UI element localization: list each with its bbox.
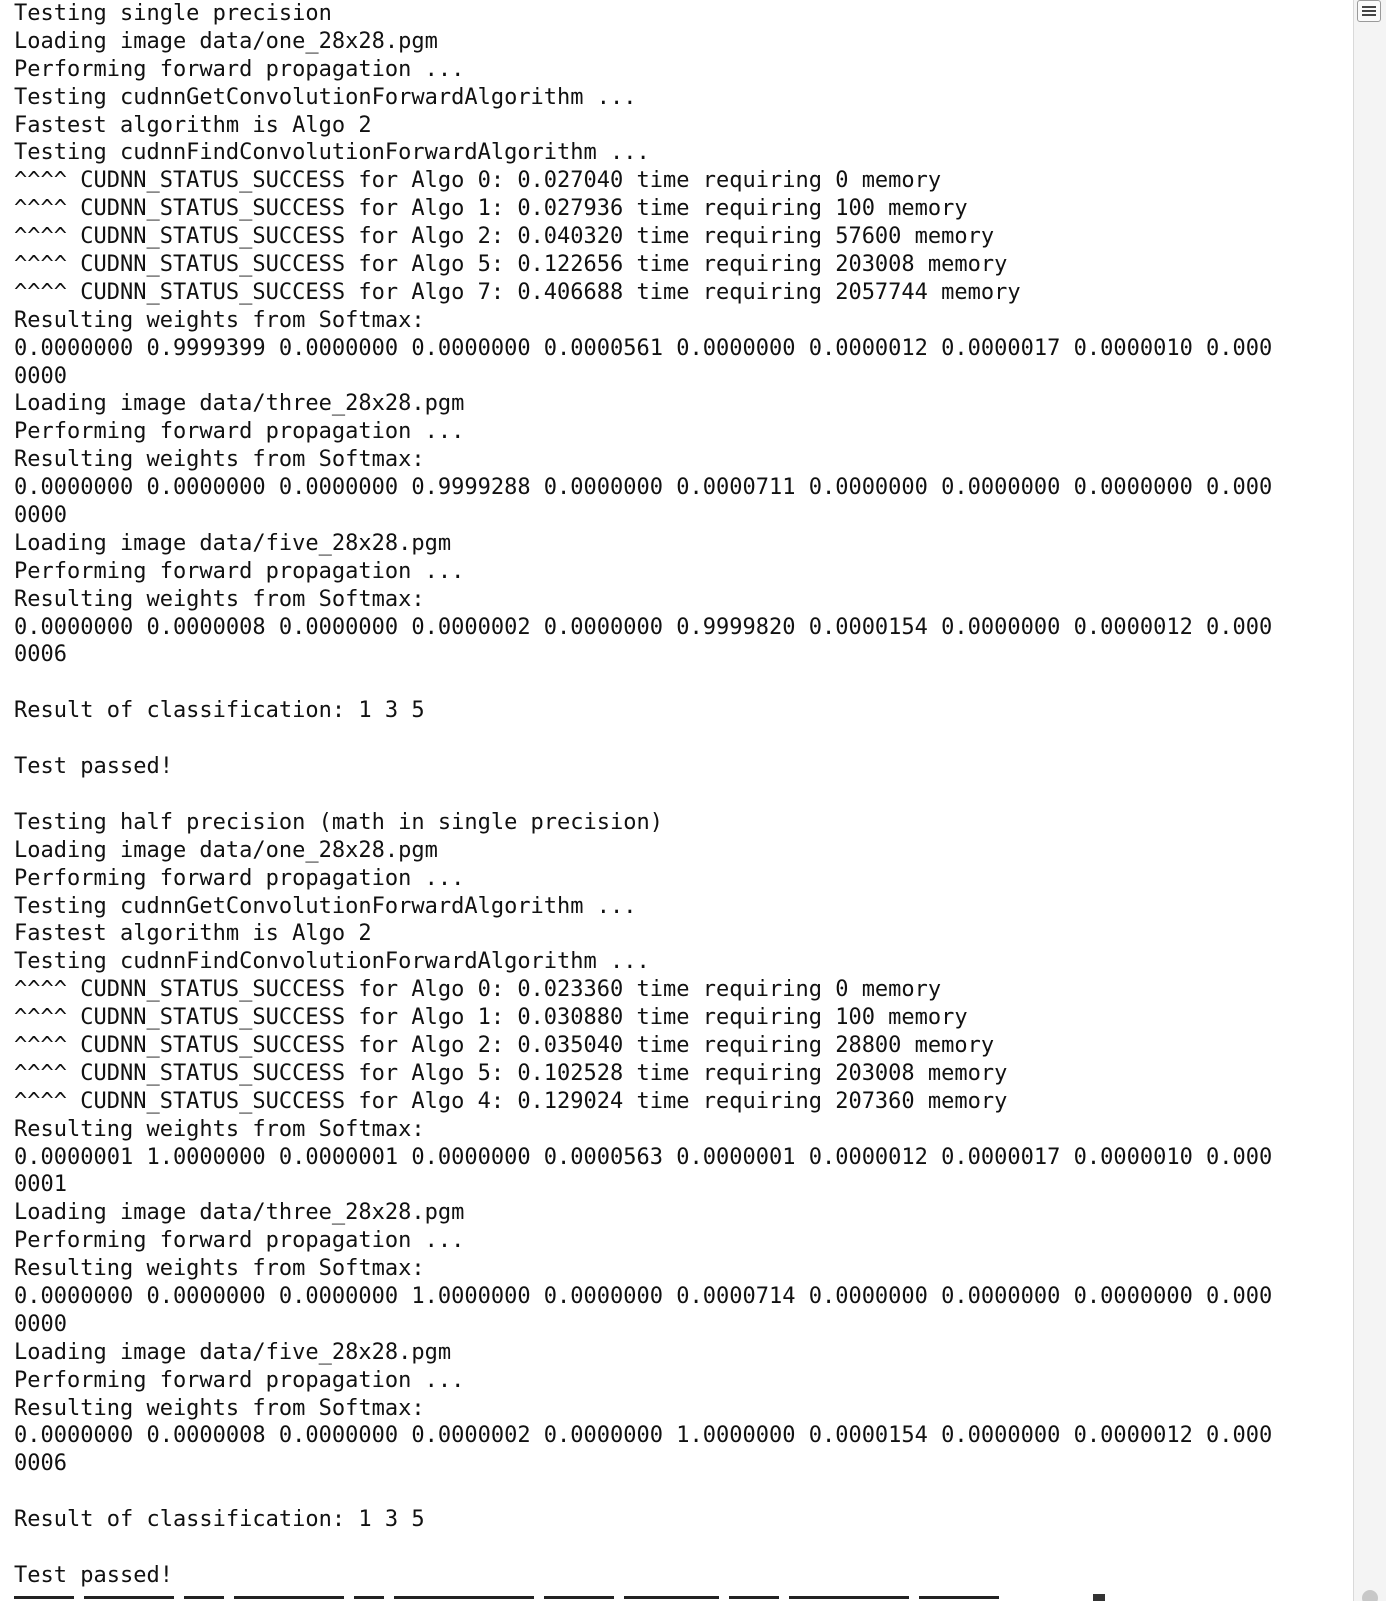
terminal-line: Result of classification: 1 3 5 — [14, 698, 425, 724]
terminal-line: 0.0000000 0.0000000 0.0000000 1.0000000 0.0000000 0.0000714 0.0000000 0.0000000 0.0000000 0.000 — [14, 1283, 1273, 1309]
terminal-line — [14, 1478, 1354, 1506]
terminal-line: 0.0000001 1.0000000 0.0000001 0.0000000 0.0000563 0.0000001 0.0000012 0.0000017 0.0000010 0.000 — [14, 1144, 1273, 1170]
terminal-line: 0006 — [14, 1451, 67, 1477]
terminal-line: Fastest algorithm is Algo 2 — [14, 112, 372, 138]
terminal-line: 0.0000000 0.9999399 0.0000000 0.0000000 0.0000561 0.0000000 0.0000012 0.0000017 0.0000010 0.000 — [14, 335, 1273, 361]
terminal-line: Loading image data/three_28x28.pgm — [14, 391, 465, 417]
terminal-line: 0006 — [14, 642, 67, 668]
terminal-line: ^^^^ CUDNN_STATUS_SUCCESS for Algo 1: 0.030880 time requiring 100 memory — [14, 1005, 968, 1031]
terminal-line: Performing forward propagation ... — [14, 865, 465, 891]
terminal-line: Loading image data/five_28x28.pgm — [14, 1339, 452, 1365]
terminal-line: 0.0000000 0.0000008 0.0000000 0.0000002 0.0000000 1.0000000 0.0000154 0.0000000 0.0000012 0.000 — [14, 1423, 1273, 1449]
terminal-line: Resulting weights from Softmax: — [14, 1256, 425, 1282]
terminal-line: ^^^^ CUDNN_STATUS_SUCCESS for Algo 2: 0.035040 time requiring 28800 memory — [14, 1032, 995, 1058]
terminal-line: ^^^^ CUDNN_STATUS_SUCCESS for Algo 7: 0.406688 time requiring 2057744 memory — [14, 279, 1021, 305]
terminal-line: ^^^^ CUDNN_STATUS_SUCCESS for Algo 2: 0.040320 time requiring 57600 memory — [14, 224, 995, 250]
terminal-line: ^^^^ CUDNN_STATUS_SUCCESS for Algo 1: 0.027936 time requiring 100 memory — [14, 196, 968, 222]
terminal-line: ^^^^ CUDNN_STATUS_SUCCESS for Algo 4: 0.129024 time requiring 207360 memory — [14, 1088, 1008, 1114]
terminal-line: Loading image data/one_28x28.pgm — [14, 28, 438, 54]
terminal-line: Resulting weights from Softmax: — [14, 1395, 425, 1421]
terminal-line: Test passed! — [14, 1562, 173, 1588]
terminal-line — [14, 781, 1354, 809]
terminal-line: ^^^^ CUDNN_STATUS_SUCCESS for Algo 0: 0.023360 time requiring 0 memory — [14, 977, 942, 1003]
terminal-line: ^^^^ CUDNN_STATUS_SUCCESS for Algo 0: 0.027040 time requiring 0 memory — [14, 168, 942, 194]
terminal-line: Loading image data/five_28x28.pgm — [14, 530, 452, 556]
terminal-line: 0.0000000 0.0000000 0.0000000 0.9999288 0.0000000 0.0000711 0.0000000 0.0000000 0.0000000 0.000 — [14, 475, 1273, 501]
terminal-line: Resulting weights from Softmax: — [14, 307, 425, 333]
partially-visible-line — [14, 1594, 1074, 1601]
terminal-line: Testing half precision (math in single precision) — [14, 809, 664, 835]
terminal-line — [14, 725, 1354, 753]
terminal-line: Testing single precision — [14, 1, 332, 26]
terminal-line: Testing cudnnGetConvolutionForwardAlgorithm ... — [14, 84, 637, 110]
terminal-line: Testing cudnnGetConvolutionForwardAlgorithm ... — [14, 893, 637, 919]
terminal-line: Performing forward propagation ... — [14, 558, 465, 584]
menu-icon[interactable] — [1357, 0, 1381, 22]
terminal-line: 0.0000000 0.0000008 0.0000000 0.0000002 0.0000000 0.9999820 0.0000154 0.0000000 0.0000012 0.000 — [14, 614, 1273, 640]
text-cursor — [1093, 1594, 1105, 1601]
scroll-thumb[interactable] — [1362, 1590, 1378, 1601]
terminal-line: Result of classification: 1 3 5 — [14, 1507, 425, 1533]
terminal-line — [14, 1534, 1354, 1562]
terminal-line: 0000 — [14, 1311, 67, 1337]
terminal-line: Performing forward propagation ... — [14, 1228, 465, 1254]
terminal-line: Performing forward propagation ... — [14, 56, 465, 82]
terminal-line: Resulting weights from Softmax: — [14, 586, 425, 612]
terminal-line: Test passed! — [14, 754, 173, 780]
terminal-output[interactable] — [14, 0, 1354, 1590]
terminal-line: Resulting weights from Softmax: — [14, 1116, 425, 1142]
terminal-line: Testing cudnnFindConvolutionForwardAlgorithm ... — [14, 949, 650, 975]
terminal-line: Fastest algorithm is Algo 2 — [14, 921, 372, 947]
terminal-line: Resulting weights from Softmax: — [14, 447, 425, 473]
terminal-line: Testing cudnnFindConvolutionForwardAlgorithm ... — [14, 140, 650, 166]
scrollbar[interactable] — [1353, 0, 1386, 1601]
terminal-line: 0000 — [14, 363, 67, 389]
terminal-line: 0000 — [14, 503, 67, 529]
terminal-line — [14, 669, 1354, 697]
terminal-line: Loading image data/three_28x28.pgm — [14, 1200, 465, 1226]
terminal-line: 0001 — [14, 1172, 67, 1198]
terminal-line: ^^^^ CUDNN_STATUS_SUCCESS for Algo 5: 0.102528 time requiring 203008 memory — [14, 1060, 1008, 1086]
terminal-line: ^^^^ CUDNN_STATUS_SUCCESS for Algo 5: 0.122656 time requiring 203008 memory — [14, 252, 1008, 278]
terminal-line: Loading image data/one_28x28.pgm — [14, 837, 438, 863]
terminal-line: Performing forward propagation ... — [14, 1367, 465, 1393]
terminal-line: Performing forward propagation ... — [14, 419, 465, 445]
